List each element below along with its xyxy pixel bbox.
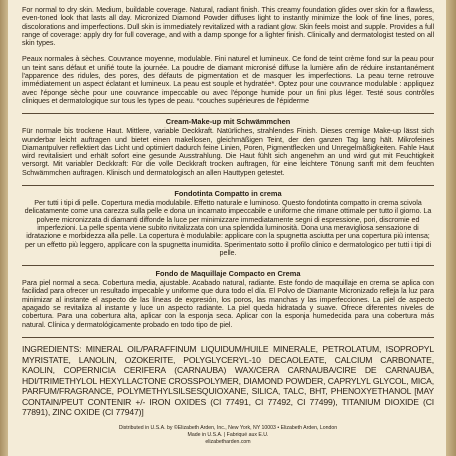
distributor-line: Distributed in U.S.A. by ©Elizabeth Arden, Inc., New York, NY 10003 • Elizabeth Arden, London [118,425,338,432]
divider [22,113,434,114]
divider [22,185,434,186]
distributor-footer [22,425,434,446]
box-edge-right [446,0,456,456]
description-german: Für normale bis trockene Haut. Mittlere, variable Deckkraft. Natürliches, strahlendes Finish. Dieses cremige Make-up lässt sich wunderbar leicht auftragen und bietet einen makellosen, gleichmäßigen Teint, der den ganzen Tag lang hält. Mikrofeines Diamantpulver reflektiert das Licht und optimiert dadurch feine Linien, Poren, Pigmentflecken und Unregelmäßigkeiten. Fahle Haut wird revitalisiert und erhält sofort eine gesunde Ausstrahlung. Die Haut fühlt sich angenehm an und wird gut mit Feuchtigkeit versorgt. Mit variabler Deckkraft: Für die volle Deckkraft trocken auftragen, für eine leichtere Tönung sanft mit dem feuchten Schwämmchen auftragen. Klinisch und dermatologisch an allen Hauttypen getestet. [22,126,434,177]
ingredients-list: INGREDIENTS: MINERAL OIL/PARAFFINUM LIQUIDUM/HUILE MINERALE, PETROLATUM, ISOPROPYL MYRISTATE, LANOLIN, OZOKERITE, POLYGLYCERYL-10 DECAOLEATE, CALCIUM CARBONATE, KAOLIN, COPERNICIA CERIFERA (CARNAUBA) WAX/CERA CARNAUBA/CIRE DE CARNAUBA, HDI/TRIMETHYLOL HEXYLLACTONE CROSSPOLYMER, DIAMOND POWDER, CAPRYLYL GLYCOL, MICA, PARFUM/FRAGRANCE, POLYMETHYLSILSESQUIOXANE, SILICA, TALC, BHT, PHENOXYETHANOL [MAY CONTAIN/PEUT CONTENIR +/- IRON OXIDES (CI 77491, CI 77492, CI 77499), TITANIUM DIOXIDE (CI 77891), ZINC OXIDE (CI 77947)] [22,343,434,418]
italian-heading: Fondotinta Compatto in crema [174,189,282,199]
website-line: elizabetharden.com [205,439,251,446]
divider [22,337,434,338]
description-italian: Per tutti i tipi di pelle. Copertura media modulabile. Effetto naturale e luminoso. Questo fondotinta compatto in crema scivola delicatamente come una carezza sulla pelle e dona un incarnato impeccabile e uniforme che rimane ottimale per tutto il giorno. La polvere micronizzata di diamanti diffonde la luce per minimizzare immediatamente segni di espressione, pori, discromie ed imperfezioni. La pelle spenta viene subito rivitalizzata con una splendida luminosità. Dona una meravigliosa sensazione di idratazione e morbidezza alla pelle. La copertura è modulabile: applicare con la spugnetta asciutta per una copertura più intensa; per un effetto più leggero, applicare con la spugnetta inumidita. Sperimentato sotto il profilo clinico e dermatologico per tutti i tipi di pelle. [24,198,432,257]
label-content [22,6,434,446]
box-edge-left [0,0,8,456]
german-heading: Cream-Make-up mit Schwämmchen [165,117,291,127]
product-label-panel [8,0,446,456]
origin-line: Made in U.S.A. | Fabriqué aux E.U. [187,432,269,439]
spanish-heading: Fondo de Maquillaje Compacto en Crema [155,269,301,279]
divider [22,265,434,266]
description-french: Peaux normales à sèches. Couvrance moyenne, modulable. Fini naturel et lumineux. Ce fond de teint crème fond sur la peau pour un teint sans défaut et unifié toute la journée. La poudre de diamant micronisé diffuse la lumière afin de réduire instantanément l'apparence des ridules, des pores, des défauts de pigmentation et de masquer les imperfections. La peau terne retrouve immédiatement un aspect éclatant et lumineux. La peau est souple et hydratée*. Optez pour une couvrance modulable : appliquez avec l'éponge sèche pour une couvrance impeccable ou avec l'éponge humide pour un fini plus léger. Testé sous contrôles cliniques et dermatologique sur tous les types de peau. *couches supérieures de l'épiderme [22,54,434,105]
description-english: For normal to dry skin. Medium, buildable coverage. Natural, radiant finish. This creamy foundation glides over skin for a flawless, even-toned look that lasts all day. Micronized Diamond Powder diffuses light to instantly minimize the look of fine lines, pores, discolorations and imperfections. Dull skin is immediately revitalized with a radiant glow. Skin feels moist and supple. Provides a full range of coverage: apply dry for full coverage, and with a damp sponge for a lighter finish. Clinically and dermatologist tested on all skin types. [22,5,434,48]
description-spanish: Para piel normal a seca. Cobertura media, ajustable. Acabado natural, radiante. Este fondo de maquillaje en crema se aplica con facilidad para ofrecer un resultado impecable y uniforme que dura todo el día. El Polvo de Diamante Micronizado refleja la luz para minimizar al instante el aspecto de las líneas de expresión, los poros, las manchas y las imperfecciones. La piel de aspecto apagado se revitaliza al instante y luce un aspecto radiante. La piel queda hidratada y suave. Ofrece diferentes niveles de cobertura. Para una cobertura alta, aplicar con la esponja seca. Aplicar con la esponja humedecida para una cobertura más natural. Clínica y dermatológicamente probado en todo tipo de piel. [22,278,434,329]
